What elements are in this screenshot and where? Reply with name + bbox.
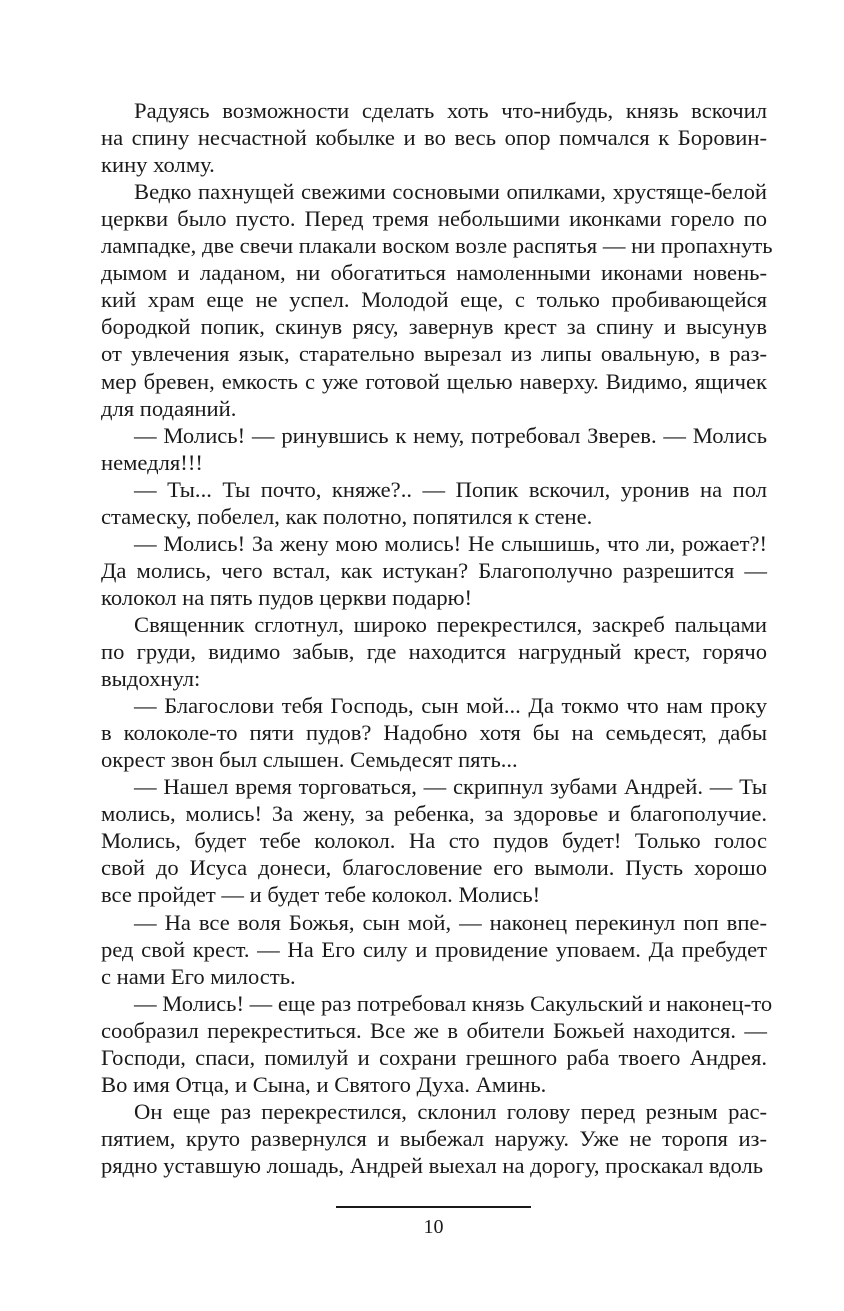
text-line: — Нашел время торговаться, — скрипнул зубами Андрей. — Ты [134,774,767,799]
text-line: сообразил перекреститься. Все же в обители Божьей находится. — [101,1018,767,1043]
text-line: от увлечения язык, старательно вырезал из липы овальную, в раз- [101,341,767,366]
text-line: ред свой крест. — На Его силу и провидение уповаем. Да пребудет [101,937,767,962]
text-line: на спину несчастной кобылке и во весь опор помчался к Боровин- [101,125,767,150]
text-line: кий храм еще не успел. Молодой еще, с только пробивающейся [101,287,767,312]
text-line: бородкой попик, скинув рясу, завернув крест за спину и высунув [101,314,767,339]
footer-rule [336,1206,531,1208]
text-line: — Молись! — ринувшись к нему, потребовал Зверев. — Молись [134,423,767,448]
text-line: все пройдет — и будет тебе колокол. Молись! [101,882,541,907]
text-line: пятием, круто развернулся и выбежал наружу. Уже не торопя из- [101,1126,767,1151]
text-line: Господи, спаси, помилуй и сохрани грешного раба твоего Андрея. [101,1045,767,1070]
text-line: дымом и ладаном, ни обогатиться намоленными иконами новень- [101,260,767,285]
text-line: — Молись! За жену мою молись! Не слышишь, что ли, рожает?! [134,531,767,556]
text-line: — Благослови тебя Господь, сын мой... Да токмо что нам проку [134,693,767,718]
text-line: кину холму. [101,152,215,177]
text-line: — Молись! — еще раз потребовал князь Сакульский и наконец-то [134,991,773,1016]
text-line: по груди, видимо забыв, где находится нагрудный крест, горячо [101,639,767,664]
text-line: для подаяний. [101,396,237,421]
text-line: немедля!!! [101,450,203,475]
text-line: рядно уставшую лошадь, Андрей выехал на дорогу, проскакал вдоль [101,1153,764,1178]
text-line: мер бревен, емкость с уже готовой щелью наверху. Видимо, ящичек [101,369,767,394]
text-line: Молись, будет тебе колокол. На сто пудов будет! Только голос [101,828,767,853]
text-line: Священник сглотнул, широко перекрестился, заскреб пальцами [134,612,767,637]
text-line: Во имя Отца, и Сына, и Святого Духа. Аминь. [101,1072,547,1097]
text-line: с нами Его милость. [101,964,296,989]
text-line: выдохнул: [101,666,201,691]
text-line: Да молись, чего встал, как истукан? Благополучно разрешится — [101,558,767,583]
text-line: Он еще раз перекрестился, склонил голову перед резным рас- [134,1099,767,1124]
text-line: Радуясь возможности сделать хоть что-нибудь, князь вскочил [134,98,767,123]
text-line: в колоколе-то пяти пудов? Надобно хотя бы на семьдесят, дабы [101,720,767,745]
text-line: свой до Исуса донеси, благословение его вымоли. Пусть хорошо [101,855,767,880]
text-line: колокол на пять пудов церкви подарю! [101,585,473,610]
text-line: окрест звон был слышен. Семьдесят пять... [101,747,518,772]
page-number: 10 [423,1216,444,1238]
text-line: стамеску, побелел, как полотно, попятился к стене. [101,504,593,529]
text-line: — Ты... Ты почто, княже?.. — Попик вскочил, уронив на пол [134,477,767,502]
text-line: — На все воля Божья, сын мой, — наконец перекинул поп впе- [134,910,767,935]
text-line: молись, молись! За жену, за ребенка, за здоровье и благополучие. [101,801,767,826]
text-line: лампадке, две свечи плакали воском возле распятья — ни пропахнуть [101,233,773,258]
text-line: Ведко пахнущей свежими сосновыми опилками, хрустяще-белой [134,179,767,204]
text-line: церкви было пусто. Перед тремя небольшими иконками горело по [101,206,767,231]
